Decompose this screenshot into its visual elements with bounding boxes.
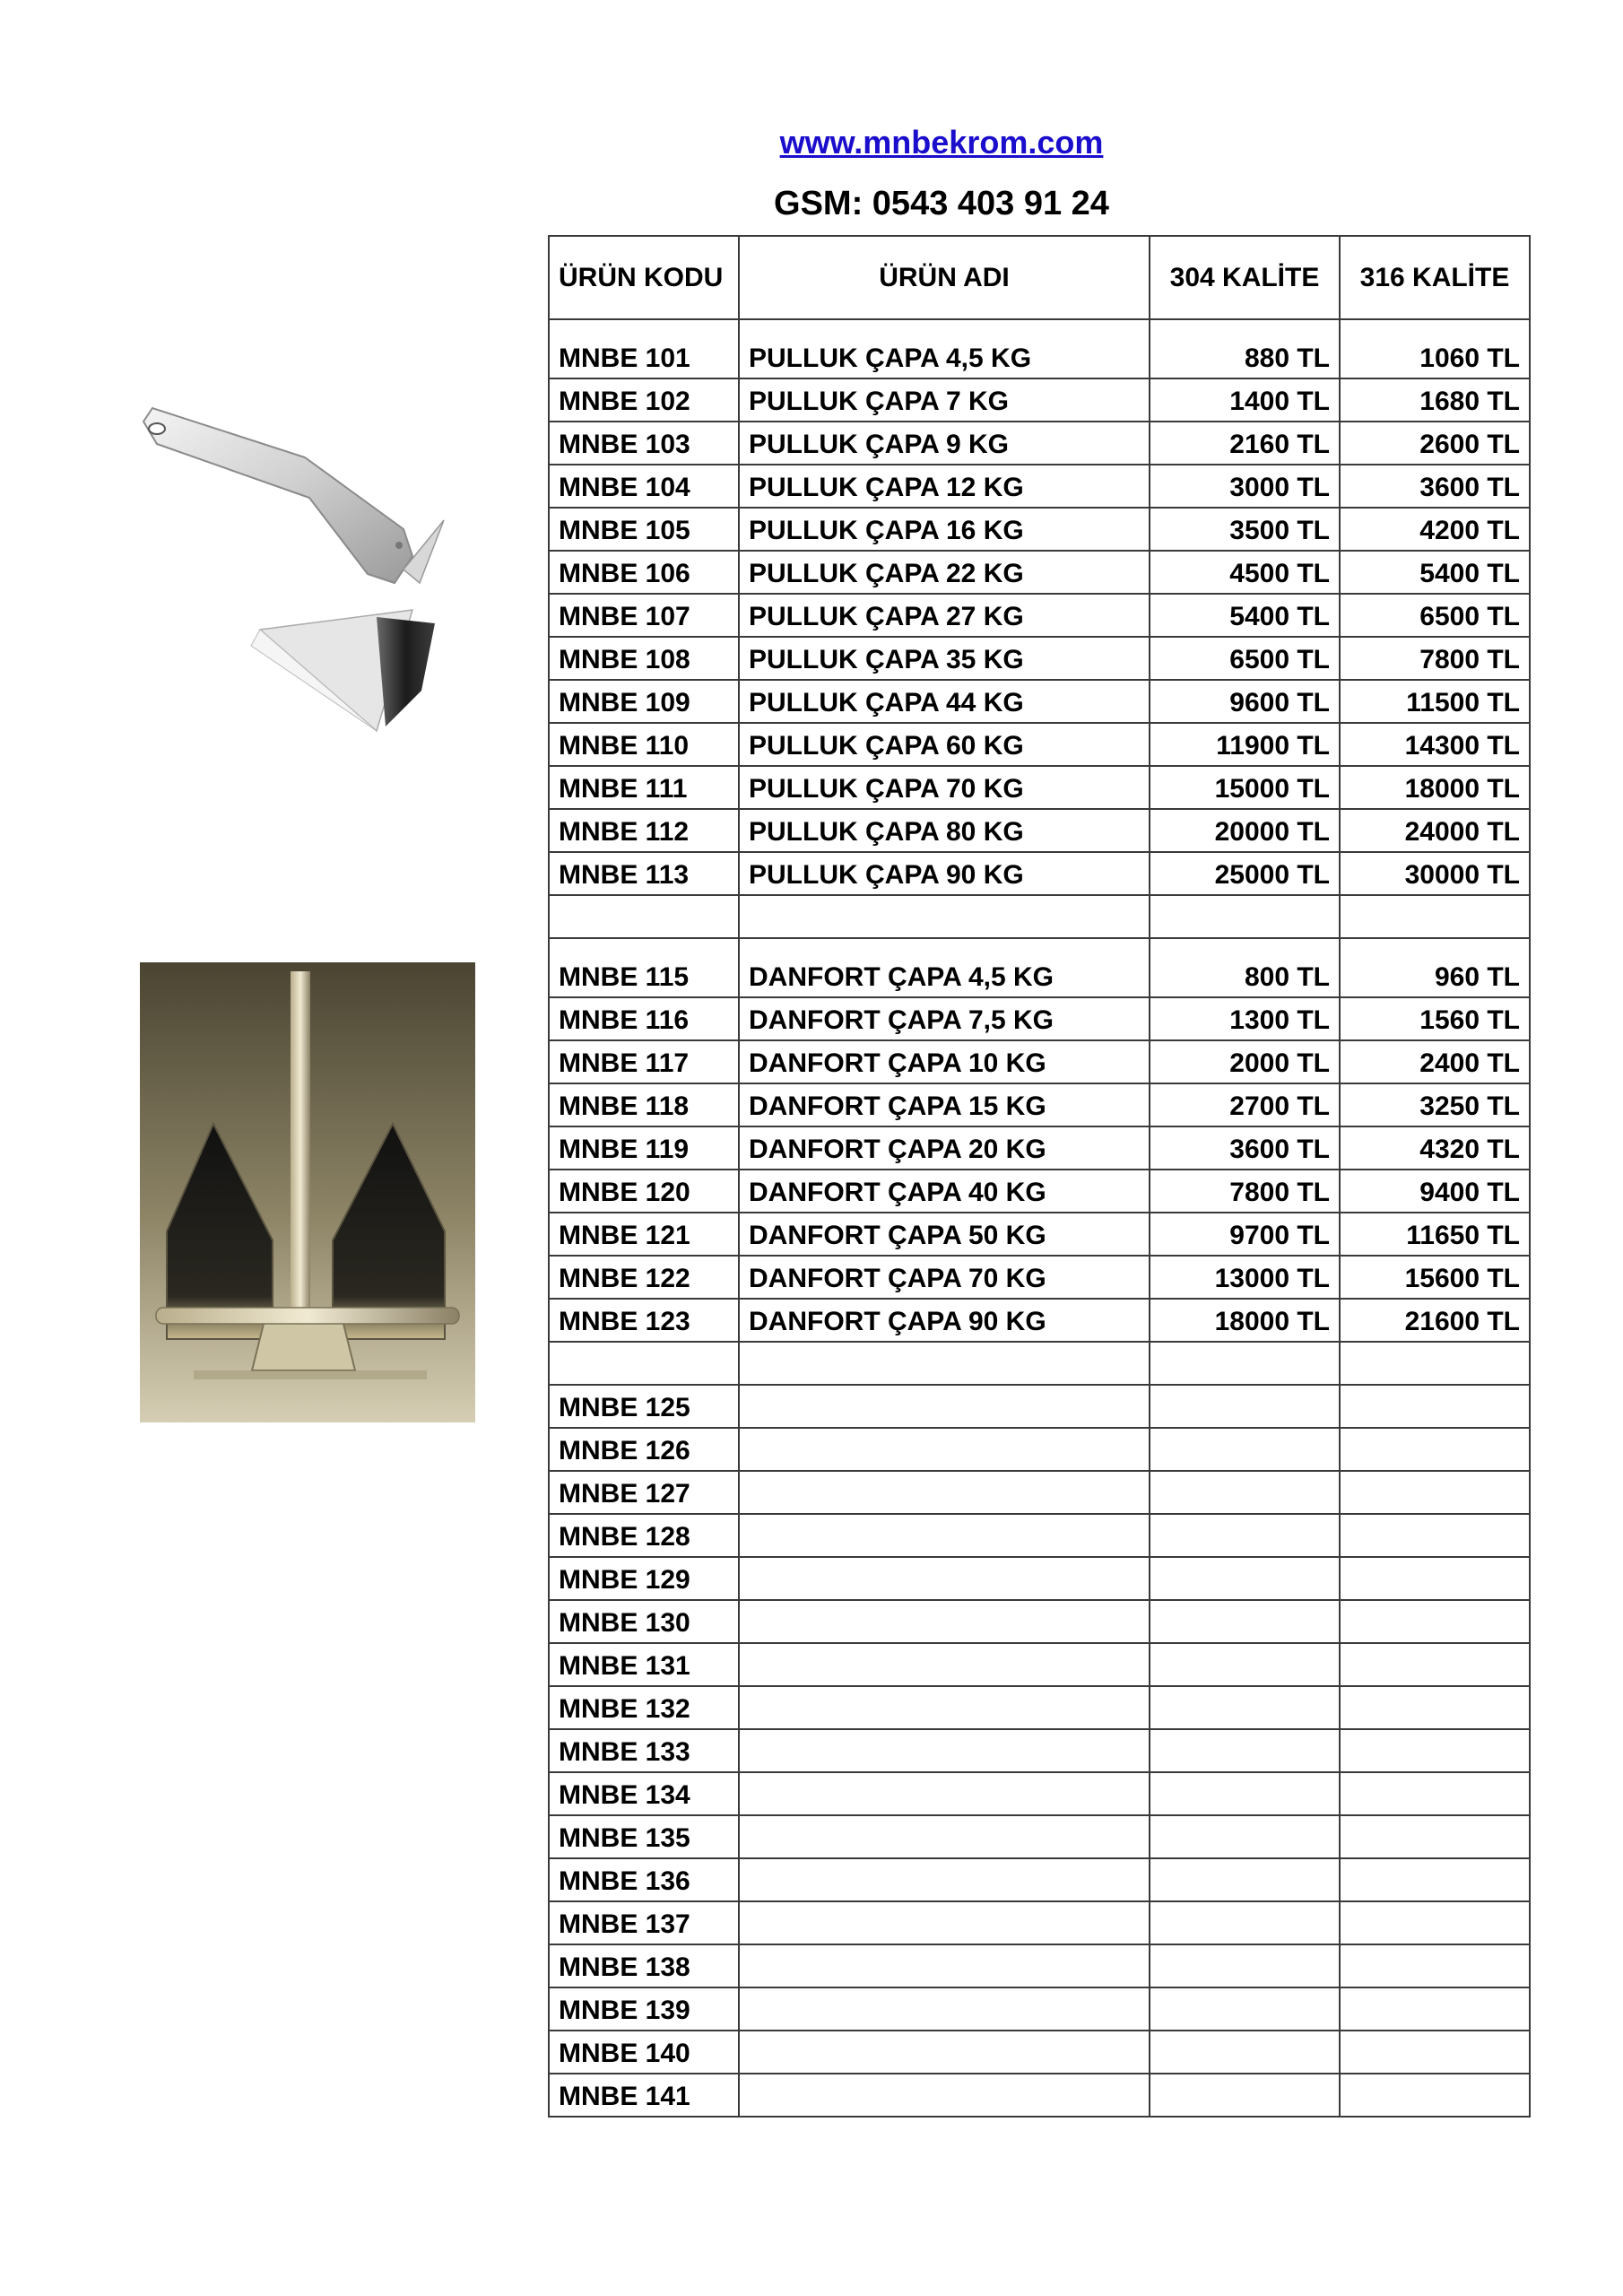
- product-code: MNBE 138: [549, 1944, 739, 1987]
- product-code: MNBE 119: [549, 1126, 739, 1170]
- product-code: MNBE 115: [549, 938, 739, 997]
- product-name: DANFORT ÇAPA 7,5 KG: [739, 997, 1150, 1040]
- product-code: MNBE 136: [549, 1858, 739, 1901]
- product-code: MNBE 140: [549, 2031, 739, 2074]
- empty-cell: [739, 1471, 1150, 1514]
- table-row: [549, 1944, 1530, 1987]
- price-304: 3500 TL: [1150, 508, 1340, 551]
- price-304: 3600 TL: [1150, 1126, 1340, 1170]
- table-row: [549, 1772, 1530, 1815]
- price-316: 3600 TL: [1340, 465, 1530, 508]
- product-name: PULLUK ÇAPA 4,5 KG: [739, 319, 1150, 378]
- product-name: PULLUK ÇAPA 35 KG: [739, 637, 1150, 680]
- product-code: MNBE 125: [549, 1385, 739, 1428]
- price-304: 9700 TL: [1150, 1213, 1340, 1256]
- price-304: 4500 TL: [1150, 551, 1340, 594]
- danforth-anchor-image: [140, 962, 475, 1422]
- table-row: [549, 1514, 1530, 1557]
- empty-cell: [1340, 1514, 1530, 1557]
- product-code: MNBE 109: [549, 680, 739, 723]
- product-code: MNBE 106: [549, 551, 739, 594]
- product-name: PULLUK ÇAPA 12 KG: [739, 465, 1150, 508]
- product-name: DANFORT ÇAPA 15 KG: [739, 1083, 1150, 1126]
- product-code: MNBE 123: [549, 1299, 739, 1342]
- table-row: [549, 852, 1530, 895]
- empty-cell: [1150, 1729, 1340, 1772]
- price-304: 20000 TL: [1150, 809, 1340, 852]
- product-code: MNBE 117: [549, 1040, 739, 1083]
- table-row: [549, 551, 1530, 594]
- table-row: [549, 1729, 1530, 1772]
- empty-cell: [1340, 1557, 1530, 1600]
- table-row: [549, 1256, 1530, 1299]
- product-code: MNBE 131: [549, 1643, 739, 1686]
- empty-cell: [1340, 1643, 1530, 1686]
- table-row: [549, 1385, 1530, 1428]
- product-name: PULLUK ÇAPA 9 KG: [739, 422, 1150, 465]
- empty-cell: [1150, 1557, 1340, 1600]
- empty-cell: [1340, 1772, 1530, 1815]
- table-row: [549, 319, 1530, 378]
- product-code: MNBE 128: [549, 1514, 739, 1557]
- price-316: 11500 TL: [1340, 680, 1530, 723]
- table-row: [549, 680, 1530, 723]
- price-316: 14300 TL: [1340, 723, 1530, 766]
- empty-cell: [1340, 1600, 1530, 1643]
- empty-cell: [739, 1342, 1150, 1385]
- table-row: [549, 1126, 1530, 1170]
- product-name: DANFORT ÇAPA 90 KG: [739, 1299, 1150, 1342]
- empty-cell: [1150, 1428, 1340, 1471]
- table-row: [549, 1083, 1530, 1126]
- empty-cell: [1150, 1686, 1340, 1729]
- price-304: 3000 TL: [1150, 465, 1340, 508]
- product-code: MNBE 120: [549, 1170, 739, 1213]
- empty-cell: [1150, 1471, 1340, 1514]
- price-304: 7800 TL: [1150, 1170, 1340, 1213]
- table-row: [549, 1858, 1530, 1901]
- table-row: [549, 1040, 1530, 1083]
- table-row: [549, 938, 1530, 997]
- price-316: 1680 TL: [1340, 378, 1530, 422]
- product-name: PULLUK ÇAPA 16 KG: [739, 508, 1150, 551]
- empty-cell: [739, 1772, 1150, 1815]
- table-row: [549, 723, 1530, 766]
- product-code: MNBE 112: [549, 809, 739, 852]
- price-304: 11900 TL: [1150, 723, 1340, 766]
- price-304: 5400 TL: [1150, 594, 1340, 637]
- table-row: [549, 508, 1530, 551]
- price-316: 1060 TL: [1340, 319, 1530, 378]
- empty-cell: [739, 1729, 1150, 1772]
- empty-cell: [1340, 895, 1530, 938]
- product-name: PULLUK ÇAPA 22 KG: [739, 551, 1150, 594]
- table-row: [549, 422, 1530, 465]
- empty-cell: [1340, 1858, 1530, 1901]
- empty-cell: [1340, 1901, 1530, 1944]
- table-row: [549, 2074, 1530, 2117]
- empty-cell: [549, 1342, 739, 1385]
- empty-cell: [739, 1600, 1150, 1643]
- price-316: 6500 TL: [1340, 594, 1530, 637]
- empty-cell: [1150, 2074, 1340, 2117]
- price-304: 2000 TL: [1150, 1040, 1340, 1083]
- empty-cell: [739, 1901, 1150, 1944]
- product-code: MNBE 127: [549, 1471, 739, 1514]
- product-code: MNBE 122: [549, 1256, 739, 1299]
- empty-cell: [1150, 1815, 1340, 1858]
- product-code: MNBE 101: [549, 319, 739, 378]
- price-316: 30000 TL: [1340, 852, 1530, 895]
- table-row: [549, 2031, 1530, 2074]
- empty-cell: [1340, 1944, 1530, 1987]
- price-316: 4200 TL: [1340, 508, 1530, 551]
- price-304: 18000 TL: [1150, 1299, 1340, 1342]
- price-304: 25000 TL: [1150, 852, 1340, 895]
- product-code: MNBE 104: [549, 465, 739, 508]
- product-code: MNBE 121: [549, 1213, 739, 1256]
- product-code: MNBE 137: [549, 1901, 739, 1944]
- empty-cell: [739, 1944, 1150, 1987]
- empty-cell: [739, 2074, 1150, 2117]
- price-304: 2160 TL: [1150, 422, 1340, 465]
- empty-cell: [1340, 1385, 1530, 1428]
- product-code: MNBE 103: [549, 422, 739, 465]
- product-name: PULLUK ÇAPA 27 KG: [739, 594, 1150, 637]
- product-code: MNBE 102: [549, 378, 739, 422]
- empty-cell: [1150, 1514, 1340, 1557]
- product-name: PULLUK ÇAPA 60 KG: [739, 723, 1150, 766]
- empty-cell: [1150, 2031, 1340, 2074]
- empty-cell: [1150, 1643, 1340, 1686]
- price-304: 9600 TL: [1150, 680, 1340, 723]
- header-product-code: ÜRÜN KODU: [549, 236, 739, 319]
- price-316: 5400 TL: [1340, 551, 1530, 594]
- product-code: MNBE 108: [549, 637, 739, 680]
- table-row: [549, 1987, 1530, 2031]
- empty-cell: [1150, 895, 1340, 938]
- empty-cell: [1340, 1471, 1530, 1514]
- table-row: [549, 1815, 1530, 1858]
- table-row: [549, 809, 1530, 852]
- empty-cell: [739, 1643, 1150, 1686]
- price-316: 7800 TL: [1340, 637, 1530, 680]
- empty-cell: [1340, 2031, 1530, 2074]
- product-code: MNBE 139: [549, 1987, 739, 2031]
- product-code: MNBE 110: [549, 723, 739, 766]
- product-name: DANFORT ÇAPA 20 KG: [739, 1126, 1150, 1170]
- product-code: MNBE 111: [549, 766, 739, 809]
- price-304: 1400 TL: [1150, 378, 1340, 422]
- product-code: MNBE 118: [549, 1083, 739, 1126]
- plow-anchor-image: [135, 395, 475, 753]
- table-row: [549, 1213, 1530, 1256]
- empty-cell: [739, 1987, 1150, 2031]
- empty-cell: [739, 1686, 1150, 1729]
- product-code: MNBE 116: [549, 997, 739, 1040]
- empty-cell: [1340, 1342, 1530, 1385]
- product-code: MNBE 105: [549, 508, 739, 551]
- product-code: MNBE 126: [549, 1428, 739, 1471]
- table-row: [549, 594, 1530, 637]
- empty-cell: [1150, 1600, 1340, 1643]
- product-code: MNBE 132: [549, 1686, 739, 1729]
- table-row: [549, 1686, 1530, 1729]
- empty-cell: [1150, 1987, 1340, 2031]
- product-name: PULLUK ÇAPA 80 KG: [739, 809, 1150, 852]
- header-316-quality: 316 KALİTE: [1340, 236, 1530, 319]
- product-code: MNBE 130: [549, 1600, 739, 1643]
- product-name: DANFORT ÇAPA 4,5 KG: [739, 938, 1150, 997]
- table-row: [549, 997, 1530, 1040]
- price-316: 15600 TL: [1340, 1256, 1530, 1299]
- product-name: DANFORT ÇAPA 10 KG: [739, 1040, 1150, 1083]
- price-304: 800 TL: [1150, 938, 1340, 997]
- empty-cell: [1340, 1815, 1530, 1858]
- empty-cell: [1340, 1729, 1530, 1772]
- price-304: 880 TL: [1150, 319, 1340, 378]
- product-code: MNBE 135: [549, 1815, 739, 1858]
- price-316: 4320 TL: [1340, 1126, 1530, 1170]
- website-link[interactable]: www.mnbekrom.com: [779, 124, 1104, 161]
- price-316: 11650 TL: [1340, 1213, 1530, 1256]
- table-header-row: [549, 236, 1530, 319]
- price-304: 15000 TL: [1150, 766, 1340, 809]
- empty-cell: [739, 1858, 1150, 1901]
- empty-cell: [739, 1428, 1150, 1471]
- empty-cell: [1150, 1901, 1340, 1944]
- empty-cell: [739, 2031, 1150, 2074]
- product-code: MNBE 107: [549, 594, 739, 637]
- spacer-row: [549, 1342, 1530, 1385]
- table-row: [549, 1471, 1530, 1514]
- price-316: 960 TL: [1340, 938, 1530, 997]
- empty-cell: [739, 1815, 1150, 1858]
- header-product-name: ÜRÜN ADI: [739, 236, 1150, 319]
- price-304: 6500 TL: [1150, 637, 1340, 680]
- empty-cell: [1150, 1858, 1340, 1901]
- empty-cell: [739, 895, 1150, 938]
- empty-cell: [1150, 1944, 1340, 1987]
- empty-cell: [1340, 2074, 1530, 2117]
- table-row: [549, 637, 1530, 680]
- product-code: MNBE 113: [549, 852, 739, 895]
- empty-cell: [549, 895, 739, 938]
- empty-cell: [1340, 1428, 1530, 1471]
- table-row: [549, 1299, 1530, 1342]
- price-316: 18000 TL: [1340, 766, 1530, 809]
- table-row: [549, 378, 1530, 422]
- price-304: 2700 TL: [1150, 1083, 1340, 1126]
- table-row: [549, 1643, 1530, 1686]
- product-code: MNBE 129: [549, 1557, 739, 1600]
- product-name: PULLUK ÇAPA 44 KG: [739, 680, 1150, 723]
- product-name: PULLUK ÇAPA 70 KG: [739, 766, 1150, 809]
- price-316: 24000 TL: [1340, 809, 1530, 852]
- table-row: [549, 1428, 1530, 1471]
- price-316: 3250 TL: [1340, 1083, 1530, 1126]
- empty-cell: [1340, 1686, 1530, 1729]
- empty-cell: [739, 1514, 1150, 1557]
- table-row: [549, 1170, 1530, 1213]
- table-row: [549, 1600, 1530, 1643]
- empty-cell: [1340, 1987, 1530, 2031]
- price-316: 21600 TL: [1340, 1299, 1530, 1342]
- product-name: PULLUK ÇAPA 7 KG: [739, 378, 1150, 422]
- gsm-number: GSM: 0543 403 91 24: [774, 185, 1109, 222]
- price-316: 1560 TL: [1340, 997, 1530, 1040]
- table-row: [549, 1901, 1530, 1944]
- product-code: MNBE 133: [549, 1729, 739, 1772]
- price-316: 2600 TL: [1340, 422, 1530, 465]
- price-304: 1300 TL: [1150, 997, 1340, 1040]
- spacer-row: [549, 895, 1530, 938]
- empty-cell: [1150, 1772, 1340, 1815]
- table-row: [549, 465, 1530, 508]
- empty-cell: [1150, 1342, 1340, 1385]
- product-code: MNBE 134: [549, 1772, 739, 1815]
- empty-cell: [739, 1557, 1150, 1600]
- price-316: 9400 TL: [1340, 1170, 1530, 1213]
- empty-cell: [739, 1385, 1150, 1428]
- table-row: [549, 1557, 1530, 1600]
- product-name: DANFORT ÇAPA 70 KG: [739, 1256, 1150, 1299]
- price-304: 13000 TL: [1150, 1256, 1340, 1299]
- product-name: PULLUK ÇAPA 90 KG: [739, 852, 1150, 895]
- price-316: 2400 TL: [1340, 1040, 1530, 1083]
- product-name: DANFORT ÇAPA 40 KG: [739, 1170, 1150, 1213]
- header-304-quality: 304 KALİTE: [1150, 236, 1340, 319]
- product-code: MNBE 141: [549, 2074, 739, 2117]
- empty-cell: [1150, 1385, 1340, 1428]
- product-name: DANFORT ÇAPA 50 KG: [739, 1213, 1150, 1256]
- price-table: [548, 235, 1531, 2118]
- table-row: [549, 766, 1530, 809]
